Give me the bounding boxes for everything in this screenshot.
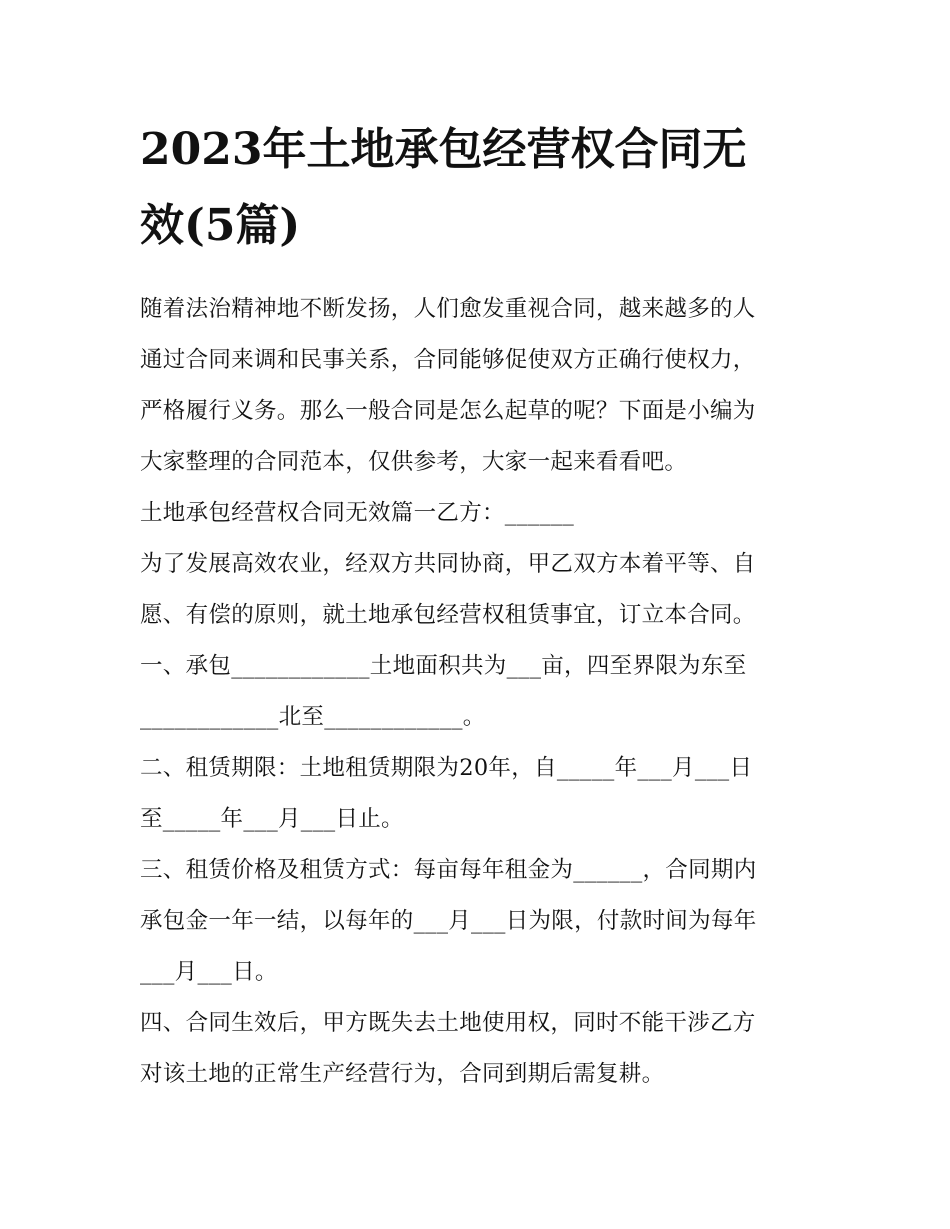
body-line: 一、承包____________土地面积共为___亩，四至界限为东至 (140, 653, 747, 679)
body-line: 承包金一年一结，以每年的___月___日为限，付款时间为每年 (140, 908, 757, 934)
body-line: 愿、有偿的原则，就土地承包经营权租赁事宜，订立本合同。 (140, 602, 756, 628)
body-line: 为了发展高效农业，经双方共同协商，甲乙双方本着平等、自 (140, 551, 756, 577)
body-line: ____________北至____________。 (140, 704, 486, 730)
title-line-1: 2023年土地承包经营权合同无 (140, 124, 747, 175)
body-line: 四、合同生效后，甲方既失去土地使用权，同时不能干涉乙方 (140, 1010, 756, 1036)
body-line: 二、租赁期限：土地租赁期限为20年，自_____年___月___日 (140, 755, 753, 781)
body-line: ___月___日。 (140, 959, 278, 985)
body-line: 土地承包经营权合同无效篇一乙方：______ (140, 500, 575, 526)
body-line: 对该土地的正常生产经营行为，合同到期后需复耕。 (140, 1061, 665, 1087)
document-body (140, 284, 820, 1100)
document-page (140, 112, 820, 1100)
body-line: 大家整理的合同范本，仅供参考，大家一起来看看吧。 (140, 449, 688, 475)
body-line: 严格履行义务。那么一般合同是怎么起草的呢？下面是小编为 (140, 398, 756, 424)
body-line: 至_____年___月___日止。 (140, 806, 404, 832)
body-line: 通过合同来调和民事关系，合同能够促使双方正确行使权力， (140, 347, 756, 373)
body-line: 三、租赁价格及租赁方式：每亩每年租金为______，合同期内 (140, 857, 757, 883)
body-line: 随着法治精神地不断发扬，人们愈发重视合同，越来越多的人 (140, 296, 756, 322)
document-title (140, 112, 820, 264)
title-line-2: 效(5篇) (140, 200, 301, 251)
